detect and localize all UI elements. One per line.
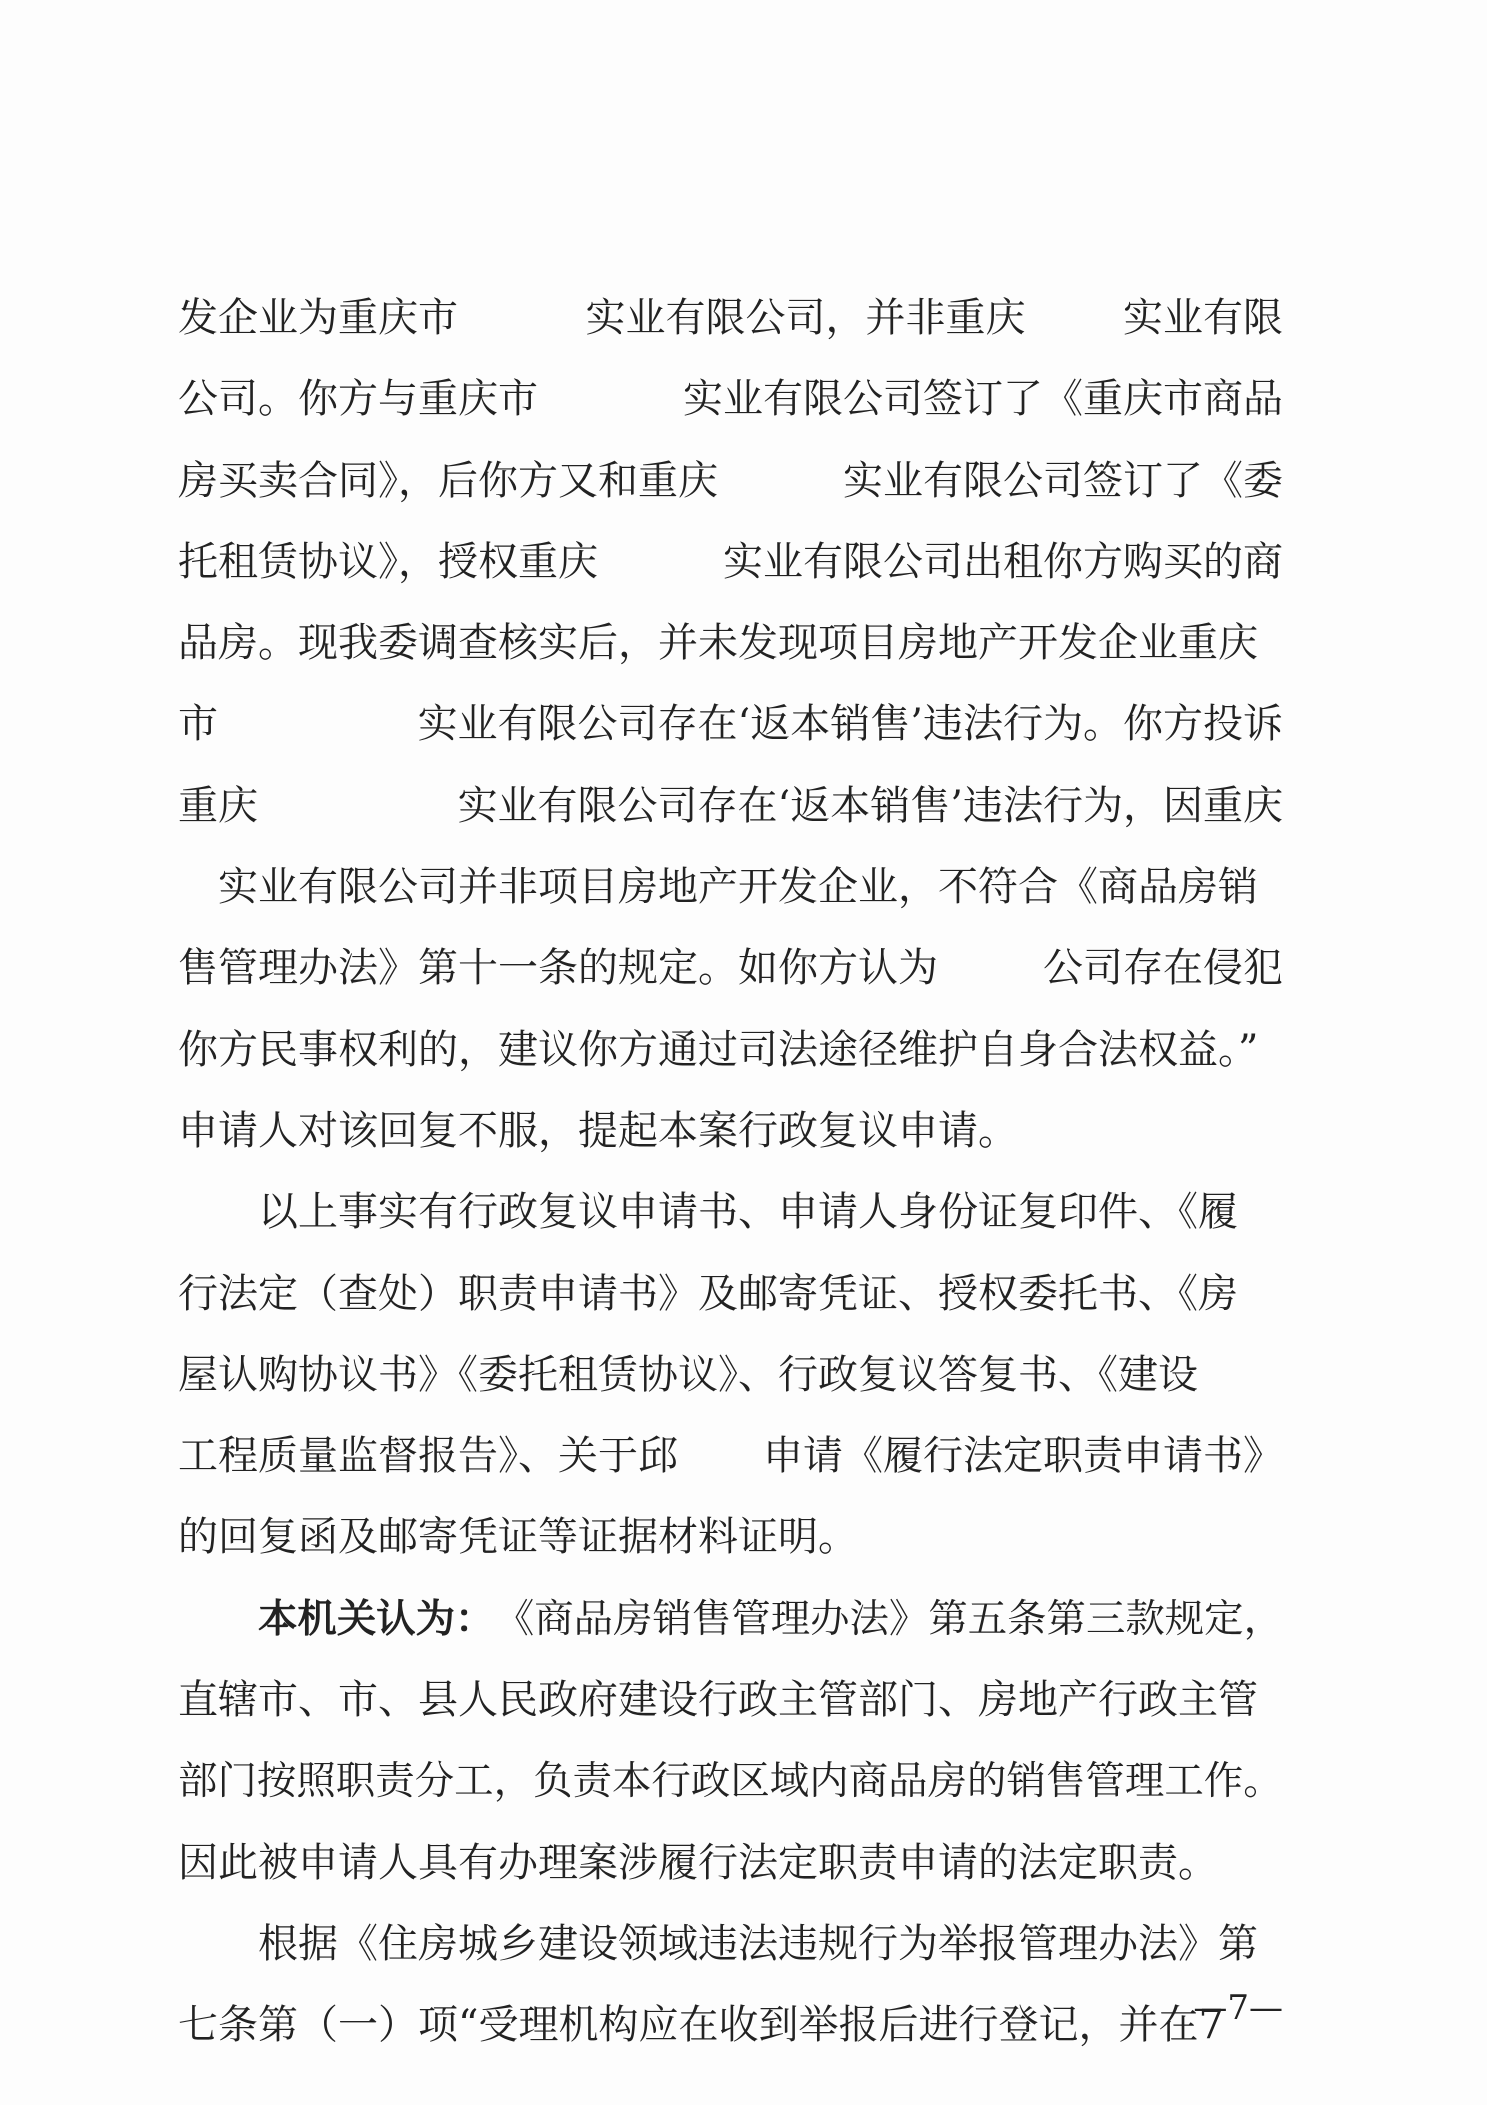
text-segment: 《商品房销售管理办法》第五条第三款规定， <box>494 1595 1283 1642</box>
text-line <box>178 847 1283 928</box>
text-line <box>178 522 1283 603</box>
text-segment: 托租赁协议》，授权重庆 <box>178 538 598 585</box>
text-segment: 公司。你方与重庆市 <box>178 376 538 423</box>
text-segment: 根据《住房城乡建设领域违法违规行为举报管理办法》第 <box>258 1920 1258 1967</box>
text-segment: 实业有限公司并非项目房地产开发企业，不符合《商品房销 <box>218 864 1258 911</box>
text-segment: 公司存在侵犯 <box>1043 945 1283 992</box>
text-line <box>178 1579 1283 1660</box>
text-segment: 重庆 <box>178 782 258 829</box>
text-line <box>178 1335 1283 1416</box>
text-line <box>178 684 1283 765</box>
text-segment: 申请人对该回复不服，提起本案行政复议申请。 <box>178 1107 1018 1154</box>
text-segment: 七条第（一）项“受理机构应在收到举报后进行登记，并在7 <box>178 2002 1224 2049</box>
text-segment: 因此被申请人具有办理案涉履行法定职责申请的法定职责。 <box>178 1839 1218 1886</box>
text-segment: 实业有限公司，并非重庆 <box>585 295 1026 341</box>
text-line <box>178 766 1283 847</box>
document-body <box>178 278 1283 2067</box>
text-segment: 市 <box>178 701 218 748</box>
text-segment: 实业有限公司签订了《委 <box>843 457 1283 504</box>
text-segment: 行法定（查处）职责申请书》及邮寄凭证、授权委托书、《房 <box>178 1270 1238 1317</box>
text-segment: 实业有限公司出租你方购买的商 <box>723 538 1283 585</box>
text-segment: 以上事实有行政复议申请书、申请人身份证复印件、《履 <box>258 1189 1238 1236</box>
text-segment: 工程质量监督报告》、关于邱 <box>178 1433 678 1480</box>
text-line <box>178 1010 1283 1091</box>
text-segment: 品房。现我委调查核实后，并未发现项目房地产开发企业重庆 <box>178 620 1258 667</box>
text-segment: 房买卖合同》，后你方又和重庆 <box>178 457 718 504</box>
text-line <box>178 603 1283 684</box>
text-line <box>178 1497 1283 1578</box>
text-line <box>178 359 1283 440</box>
text-segment: 直辖市、市、县人民政府建设行政主管部门、房地产行政主管 <box>178 1677 1258 1724</box>
text-line <box>178 1741 1283 1822</box>
page-number: —7— <box>1193 1988 1283 2028</box>
text-segment: 你方民事权利的，建议你方通过司法途径维护自身合法权益。” <box>178 1026 1259 1073</box>
text-line <box>178 928 1283 1009</box>
text-segment: 实业有限 <box>1123 295 1283 341</box>
text-segment: 部门按照职责分工，负责本行政区域内商品房的销售管理工作。 <box>178 1758 1283 1805</box>
text-segment-bold: 本机关认为： <box>258 1595 495 1642</box>
text-segment: 售管理办法》第十一条的规定。如你方认为 <box>178 945 938 992</box>
text-line <box>178 1823 1283 1904</box>
text-line <box>178 1172 1283 1253</box>
text-segment: 实业有限公司存在‘返本销售’违法行为，因重庆 <box>457 782 1283 829</box>
text-segment: 发企业为重庆市 <box>178 295 458 341</box>
text-segment: 的回复函及邮寄凭证等证据材料证明。 <box>178 1514 858 1561</box>
text-segment: 实业有限公司签订了《重庆市商品 <box>683 376 1283 423</box>
text-segment: 屋认购协议书》《委托租赁协议》、行政复议答复书、《建设 <box>178 1351 1198 1398</box>
text-line <box>178 441 1283 522</box>
text-line <box>178 278 1283 359</box>
text-line <box>178 1416 1283 1497</box>
text-segment: 实业有限公司存在‘返本销售’违法行为。你方投诉 <box>417 701 1283 748</box>
text-line <box>178 1254 1283 1335</box>
text-segment: 申请《履行法定职责申请书》 <box>763 1433 1283 1480</box>
text-line <box>178 1091 1283 1172</box>
text-line <box>178 1904 1283 1985</box>
text-line <box>178 1660 1283 1741</box>
text-line <box>178 1985 1283 2066</box>
